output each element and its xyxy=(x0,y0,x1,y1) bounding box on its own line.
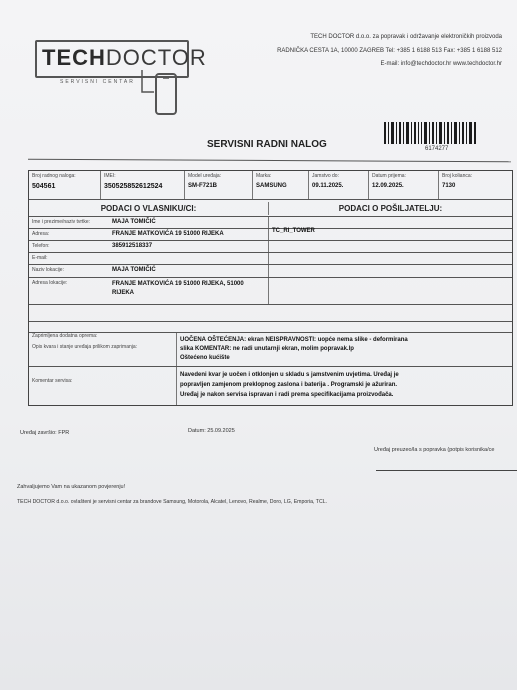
header-divider xyxy=(28,159,511,163)
owner-row: Ime i prezime/naziv tvrtke: MAJA TOMIČIĆ TC_RI_TOWER xyxy=(29,217,512,229)
equipment-label: Zaprimljena dodatna oprema: xyxy=(32,333,98,339)
comment-text-line-3: Uređaj je nakon servisa ispravan i radi prema specifikacijama proizvođača. xyxy=(180,392,394,398)
warranty-cell: Jamstvo do: 09.11.2025. xyxy=(309,171,369,199)
completion-date: Datum: 25.09.2025 xyxy=(188,428,235,434)
fault-text-line-1: UOČENA OŠTEĆENJA: ekran NEISPRAVNOSTI: uopće nema slike - deformirana xyxy=(180,337,408,343)
package-number-cell: Broj kolianca: 7130 xyxy=(442,173,473,189)
finished-by: Uređaj završio: FPR xyxy=(20,430,70,436)
order-number-cell: Broj radnog naloga: 504561 xyxy=(29,171,101,199)
owner-row: Adresa lokacije: FRANJE MATKOVIĆA 19 51000 RIJEKA, 51000 RIJEKA xyxy=(29,278,512,305)
owner-row: E-mail: xyxy=(29,253,512,265)
comment-row xyxy=(29,367,512,405)
location-name-value: MAJA TOMIČIĆ xyxy=(112,267,156,273)
company-contact-line: RADNIČKA CESTA 1A, 10000 ZAGREB Tel: +385 1 6188 513 Fax: +385 1 6188 512 xyxy=(277,48,502,54)
comment-text-line-2: popravljen zamjenom preklopnog zaslona i baterija . Programski je ažuriran. xyxy=(180,382,398,388)
owner-row: Adresa: FRANJE MATKOVIĆA 19 51000 RIJEKA xyxy=(29,229,512,241)
fault-label: Opis kvara i stanje uređaja prilikom zaprimanja: xyxy=(32,344,138,350)
company-logo: TECHDOCTOR xyxy=(42,45,207,70)
sender-heading: PODACI O POŠILJATELJU: xyxy=(338,203,443,213)
location-address-value: FRANJE MATKOVIĆA 19 51000 RIJEKA, 51000 RIJEKA xyxy=(112,281,244,296)
signature-line xyxy=(376,470,517,471)
imei-cell: IMEI: 350525852612524 xyxy=(101,171,185,199)
blank-spacer-row xyxy=(29,305,512,322)
barcode-number: 6174277 xyxy=(425,146,449,152)
received-date-cell: Datum prijema: 12.09.2025. xyxy=(369,171,439,199)
service-order-table xyxy=(28,170,513,406)
model-cell: Model uređaja: SM-F721B xyxy=(185,171,253,199)
company-web-line: E-mail: info@techdoctor.hr www.techdoctor.hr xyxy=(380,61,502,67)
thanks-text: Zahvaljujemo Vam na ukazanom povjerenju! xyxy=(17,484,126,490)
summary-row xyxy=(29,171,512,200)
owner-row: Telefon: 385912518337 xyxy=(29,241,512,253)
brands-text: TECH DOCTOR d.o.o. ovlašteni je servisni centar za brandove Samsung, Motorola, Alcatel, Lenovo, Realme, Doro, LG, Emporia, TCL. xyxy=(17,499,328,505)
phone-icon xyxy=(140,68,182,120)
company-address-line: TECH DOCTOR d.o.o. za popravak i održavanje elektroničkih proizvoda xyxy=(310,34,502,40)
section-headings xyxy=(29,200,512,217)
comment-text-line-1: Navedeni kvar je uočen i otklonjen u skladu s jamstvenim uvjetima. Uređaj je xyxy=(180,372,399,378)
sender-name-value: TC_RI_TOWER xyxy=(272,228,315,234)
fault-text-line-2: slika KOMENTAR: ne radi unutarnji ekran, molim popravak.lp xyxy=(180,346,354,352)
comment-label: Komentar servisa: xyxy=(32,378,73,384)
owner-name-value: MAJA TOMIČIĆ xyxy=(112,219,156,225)
equipment-row xyxy=(29,322,512,339)
signature-label: Uređaj preuzeo/la s popravka (potpis korisnika/ce xyxy=(374,447,495,453)
logo-subtitle: SERVISNI CENTAR xyxy=(60,79,135,85)
owner-address-value: FRANJE MATKOVIĆA 19 51000 RIJEKA xyxy=(112,231,224,237)
owner-phone-value: 385912518337 xyxy=(112,243,153,249)
barcode xyxy=(384,122,476,144)
document-title: SERVISNI RADNI NALOG xyxy=(207,139,327,150)
owner-heading: PODACI O VLASNIKU/CI: xyxy=(29,202,269,215)
fault-row xyxy=(29,333,512,367)
brand-cell: Marka: SAMSUNG xyxy=(253,171,309,199)
fault-text-line-3: Oštećeno kućište xyxy=(180,355,230,361)
owner-row: Naziv lokacije: MAJA TOMIČIĆ xyxy=(29,265,512,278)
